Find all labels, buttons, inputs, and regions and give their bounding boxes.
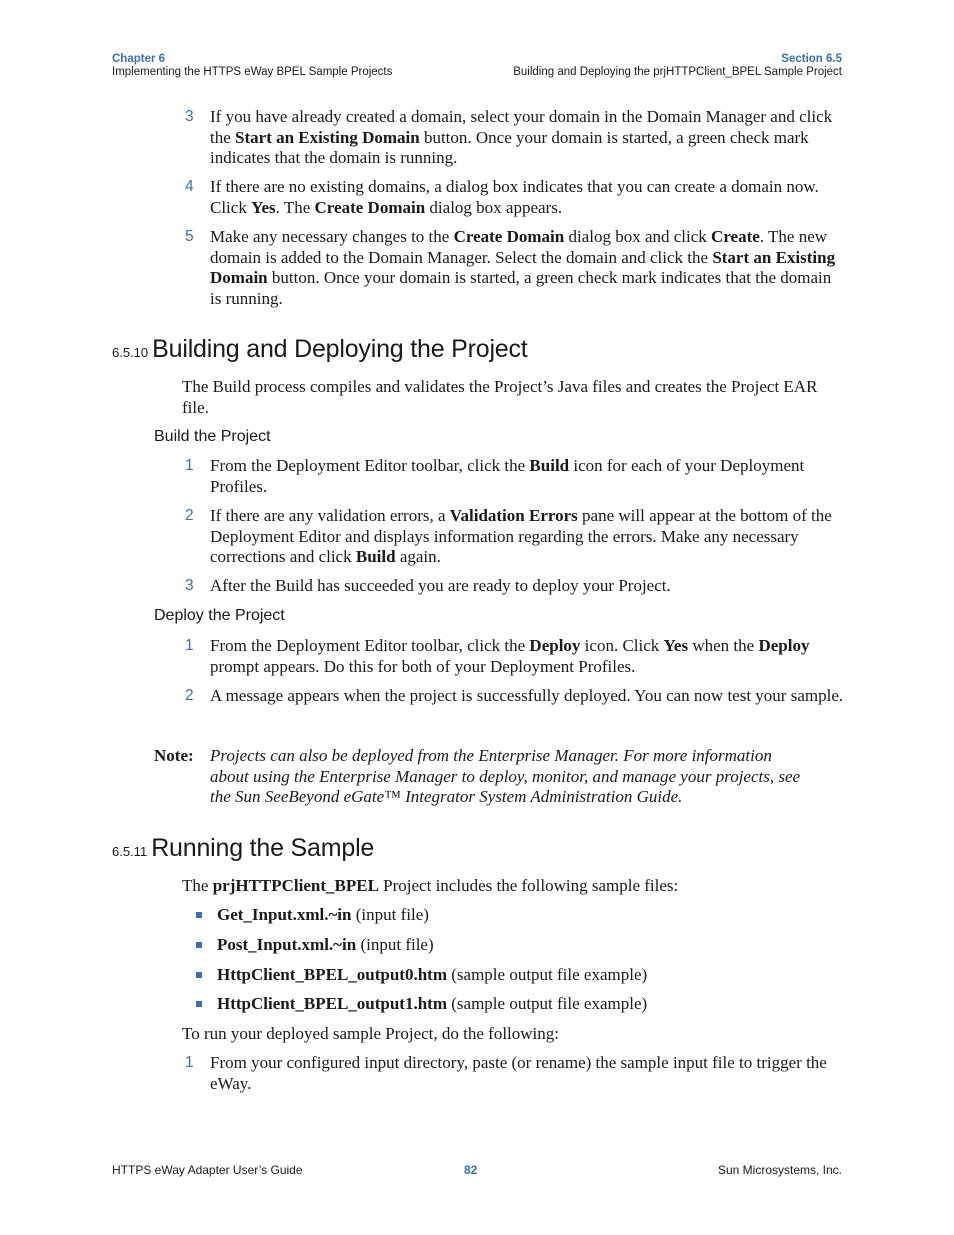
step-text: If there are any validation errors, a Validation Errors pane will appear at the bottom of the Deployment Editor and displays information regarding the errors. Make any necessary corrections and click Build again. xyxy=(210,506,832,566)
running-header-left xyxy=(112,53,392,79)
list-item xyxy=(185,177,845,218)
list-item xyxy=(185,576,845,597)
list-item xyxy=(185,686,845,707)
step-number: 4 xyxy=(185,178,194,195)
step-number: 2 xyxy=(185,507,194,524)
section-heading xyxy=(112,834,374,863)
list-item xyxy=(185,456,845,497)
list-item: Get_Input.xml.~in (input file) xyxy=(196,905,836,926)
bullet-icon xyxy=(196,972,202,978)
step-number: 1 xyxy=(185,457,194,474)
step-text: After the Build has succeeded you are ready to deploy your Project. xyxy=(210,576,671,595)
section-heading xyxy=(112,335,528,364)
section-intro: The Build process compiles and validates the Project’s Java files and creates the Project EAR file. xyxy=(182,377,818,417)
list-item xyxy=(185,506,845,568)
section-number: 6.5.11 xyxy=(112,844,148,859)
step-text: From the Deployment Editor toolbar, click the Deploy icon. Click Yes when the Deploy prompt appears. Do this for both of your Deployment Profiles. xyxy=(210,636,810,676)
list-item: HttpClient_BPEL_output1.htm (sample output file example) xyxy=(196,994,836,1015)
step-number: 5 xyxy=(185,228,194,245)
list-item xyxy=(185,1053,845,1094)
step-number: 3 xyxy=(185,108,194,125)
step-number: 1 xyxy=(185,637,194,654)
section-title: Building and Deploying the Project xyxy=(152,335,528,363)
step-text: Make any necessary changes to the Create Domain dialog box and click Create. The new domain is added to the Domain Manager. Select the domain and click the Start an Existing Domain button. Once your domain is started, a green check mark indicates that the domain is running. xyxy=(210,227,836,308)
step-number: 1 xyxy=(185,1054,194,1071)
file-name: Post_Input.xml.~in xyxy=(217,935,357,954)
step-number: 2 xyxy=(185,687,194,704)
note-text: Projects can also be deployed from the Enterprise Manager. For more information about using the Enterprise Manager to deploy, monitor, and manage your projects, see the Sun SeeBeyond eGate™ Integrator System Administration Guide. xyxy=(210,746,801,806)
footer-publisher: Sun Microsystems, Inc. xyxy=(717,1163,842,1177)
section-number: 6.5.10 xyxy=(112,345,149,360)
file-name: Get_Input.xml.~in xyxy=(217,905,352,924)
subheading-build: Build the Project xyxy=(154,428,271,445)
list-item xyxy=(185,227,845,309)
list-item: HttpClient_BPEL_output0.htm (sample output file example) xyxy=(196,965,836,986)
chapter-label: Chapter 6 xyxy=(112,53,166,65)
step-text: From the Deployment Editor toolbar, click the Build icon for each of your Deployment Profiles. xyxy=(210,456,805,496)
note-label: Note: xyxy=(154,746,194,765)
file-name: HttpClient_BPEL_output0.htm xyxy=(217,965,447,984)
run-intro: To run your deployed sample Project, do the following: xyxy=(182,1024,559,1043)
list-item xyxy=(185,636,845,677)
step-text: If you have already created a domain, select your domain in the Domain Manager and click the Start an Existing Domain button. Once your domain is started, a green check mark indicates that the domain is running. xyxy=(210,107,833,167)
bullet-icon xyxy=(196,1001,202,1007)
step-text: From your configured input directory, paste (or rename) the sample input file to trigger the eWay. xyxy=(210,1053,827,1093)
section-intro: The prjHTTPClient_BPEL Project includes the following sample files: xyxy=(182,876,679,895)
page-number: 82 xyxy=(464,1163,478,1177)
bullet-icon xyxy=(196,912,202,918)
bullet-icon xyxy=(196,942,202,948)
list-item xyxy=(185,107,845,169)
list-item: Post_Input.xml.~in (input file) xyxy=(196,935,836,956)
running-header-right xyxy=(513,53,842,79)
section-title: Building and Deploying the prjHTTPClient_BPEL Sample Project xyxy=(513,66,842,78)
footer-title: HTTPS eWay Adapter User’s Guide xyxy=(112,1163,303,1177)
subheading-deploy: Deploy the Project xyxy=(154,607,285,624)
chapter-title: Implementing the HTTPS eWay BPEL Sample Projects xyxy=(112,66,393,78)
section-title: Running the Sample xyxy=(151,834,375,862)
step-number: 3 xyxy=(185,577,194,594)
file-name: HttpClient_BPEL_output1.htm xyxy=(217,994,447,1013)
step-text: A message appears when the project is successfully deployed. You can now test your sample. xyxy=(210,686,844,705)
section-label: Section 6.5 xyxy=(781,53,842,65)
step-text: If there are no existing domains, a dialog box indicates that you can create a domain now. Click Yes. The Create Domain dialog box appears. xyxy=(210,177,819,217)
